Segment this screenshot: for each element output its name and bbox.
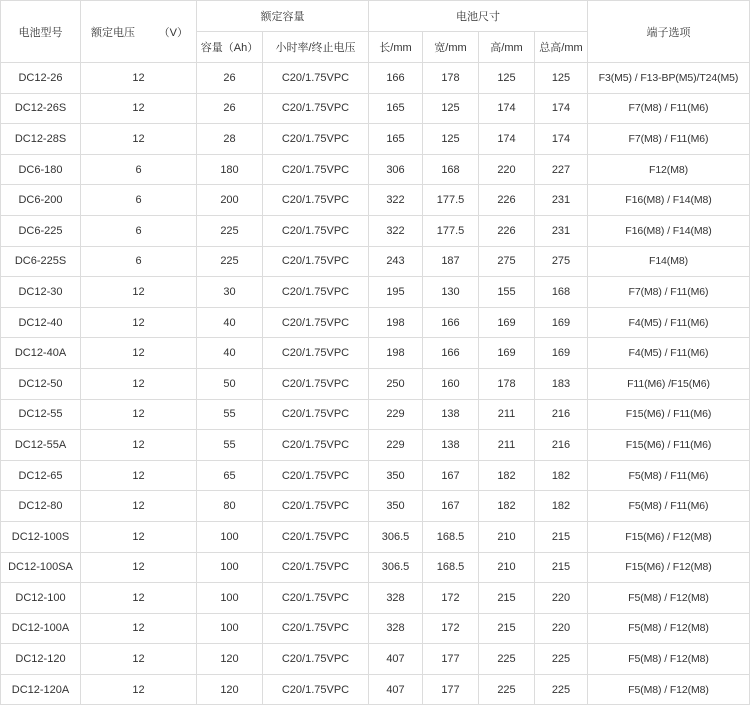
cell-total-height: 216 [535, 399, 588, 430]
cell-voltage: 12 [81, 338, 197, 369]
table-row [1, 430, 750, 461]
cell-length: 306.5 [369, 552, 423, 583]
cell-width: 168.5 [423, 521, 479, 552]
cell-rate: C20/1.75VPC [263, 246, 369, 277]
cell-voltage: 12 [81, 124, 197, 155]
cell-length: 328 [369, 583, 423, 614]
table-row [1, 215, 750, 246]
cell-voltage: 12 [81, 491, 197, 522]
cell-voltage: 12 [81, 521, 197, 552]
header-total-height: 总高/mm [535, 32, 588, 63]
cell-width: 130 [423, 277, 479, 308]
table-row [1, 338, 750, 369]
cell-rate: C20/1.75VPC [263, 277, 369, 308]
cell-model: DC12-55A [1, 430, 81, 461]
cell-capacity: 40 [197, 338, 263, 369]
cell-total-height: 169 [535, 338, 588, 369]
cell-total-height: 225 [535, 674, 588, 705]
cell-length: 198 [369, 338, 423, 369]
cell-height: 226 [479, 185, 535, 216]
cell-model: DC12-100SA [1, 552, 81, 583]
cell-width: 166 [423, 338, 479, 369]
cell-rate: C20/1.75VPC [263, 491, 369, 522]
cell-terminal: F16(M8) / F14(M8) [588, 185, 750, 216]
cell-terminal: F15(M6) / F12(M8) [588, 552, 750, 583]
cell-model: DC12-28S [1, 124, 81, 155]
cell-voltage: 12 [81, 368, 197, 399]
cell-rate: C20/1.75VPC [263, 215, 369, 246]
cell-voltage: 12 [81, 613, 197, 644]
header-capacity-group: 额定容量 [197, 1, 369, 32]
cell-rate: C20/1.75VPC [263, 674, 369, 705]
cell-height: 275 [479, 246, 535, 277]
header-length: 长/mm [369, 32, 423, 63]
cell-length: 243 [369, 246, 423, 277]
cell-height: 174 [479, 124, 535, 155]
cell-length: 306 [369, 154, 423, 185]
header-dimensions-group: 电池尺寸 [369, 1, 588, 32]
cell-capacity: 100 [197, 613, 263, 644]
cell-width: 167 [423, 460, 479, 491]
table-row [1, 368, 750, 399]
cell-rate: C20/1.75VPC [263, 521, 369, 552]
table-row [1, 93, 750, 124]
cell-rate: C20/1.75VPC [263, 644, 369, 675]
cell-capacity: 180 [197, 154, 263, 185]
cell-rate: C20/1.75VPC [263, 583, 369, 614]
header-voltage [81, 1, 197, 63]
cell-capacity: 55 [197, 430, 263, 461]
cell-height: 174 [479, 93, 535, 124]
cell-capacity: 50 [197, 368, 263, 399]
cell-capacity: 40 [197, 307, 263, 338]
cell-capacity: 26 [197, 63, 263, 94]
cell-width: 177.5 [423, 185, 479, 216]
cell-width: 138 [423, 399, 479, 430]
cell-width: 172 [423, 583, 479, 614]
cell-terminal: F5(M8) / F12(M8) [588, 613, 750, 644]
cell-rate: C20/1.75VPC [263, 338, 369, 369]
cell-height: 215 [479, 583, 535, 614]
cell-capacity: 120 [197, 674, 263, 705]
cell-height: 182 [479, 491, 535, 522]
cell-total-height: 182 [535, 491, 588, 522]
header-model: 电池型号 [1, 1, 81, 63]
header-rate: 小时率/终止电压 [263, 32, 369, 63]
cell-capacity: 65 [197, 460, 263, 491]
cell-total-height: 225 [535, 644, 588, 675]
cell-length: 328 [369, 613, 423, 644]
cell-total-height: 275 [535, 246, 588, 277]
cell-voltage: 12 [81, 583, 197, 614]
cell-voltage: 12 [81, 399, 197, 430]
cell-total-height: 125 [535, 63, 588, 94]
cell-capacity: 225 [197, 246, 263, 277]
cell-length: 350 [369, 460, 423, 491]
cell-model: DC12-120A [1, 674, 81, 705]
cell-height: 211 [479, 399, 535, 430]
cell-length: 250 [369, 368, 423, 399]
cell-model: DC6-200 [1, 185, 81, 216]
cell-rate: C20/1.75VPC [263, 93, 369, 124]
cell-capacity: 100 [197, 521, 263, 552]
table-header [1, 1, 750, 63]
cell-total-height: 183 [535, 368, 588, 399]
table-row [1, 674, 750, 705]
cell-height: 225 [479, 644, 535, 675]
cell-width: 177 [423, 674, 479, 705]
cell-total-height: 168 [535, 277, 588, 308]
cell-width: 138 [423, 430, 479, 461]
cell-terminal: F15(M6) / F12(M8) [588, 521, 750, 552]
header-voltage-label: 额定电压 [91, 26, 135, 39]
cell-voltage: 6 [81, 154, 197, 185]
cell-height: 215 [479, 613, 535, 644]
table-row [1, 277, 750, 308]
cell-height: 210 [479, 521, 535, 552]
cell-total-height: 174 [535, 93, 588, 124]
cell-rate: C20/1.75VPC [263, 399, 369, 430]
cell-model: DC12-40 [1, 307, 81, 338]
cell-rate: C20/1.75VPC [263, 552, 369, 583]
cell-model: DC6-225 [1, 215, 81, 246]
cell-voltage: 12 [81, 277, 197, 308]
cell-voltage: 12 [81, 674, 197, 705]
table-row [1, 552, 750, 583]
cell-terminal: F4(M5) / F11(M6) [588, 307, 750, 338]
cell-width: 172 [423, 613, 479, 644]
cell-capacity: 28 [197, 124, 263, 155]
cell-height: 155 [479, 277, 535, 308]
cell-length: 407 [369, 674, 423, 705]
cell-total-height: 227 [535, 154, 588, 185]
cell-height: 225 [479, 674, 535, 705]
cell-voltage: 12 [81, 552, 197, 583]
table-row [1, 246, 750, 277]
cell-length: 195 [369, 277, 423, 308]
cell-total-height: 216 [535, 430, 588, 461]
cell-rate: C20/1.75VPC [263, 185, 369, 216]
cell-capacity: 100 [197, 552, 263, 583]
cell-width: 187 [423, 246, 479, 277]
cell-height: 178 [479, 368, 535, 399]
cell-height: 220 [479, 154, 535, 185]
cell-length: 165 [369, 93, 423, 124]
header-capacity-ah: 容量（Ah） [197, 32, 263, 63]
cell-height: 125 [479, 63, 535, 94]
table-row [1, 491, 750, 522]
cell-voltage: 12 [81, 307, 197, 338]
cell-model: DC12-26S [1, 93, 81, 124]
cell-width: 125 [423, 93, 479, 124]
cell-voltage: 12 [81, 644, 197, 675]
cell-terminal: F7(M8) / F11(M6) [588, 93, 750, 124]
table-row [1, 185, 750, 216]
cell-width: 125 [423, 124, 479, 155]
cell-width: 177 [423, 644, 479, 675]
cell-width: 160 [423, 368, 479, 399]
cell-voltage: 12 [81, 93, 197, 124]
cell-model: DC12-55 [1, 399, 81, 430]
cell-rate: C20/1.75VPC [263, 124, 369, 155]
cell-height: 211 [479, 430, 535, 461]
cell-terminal: F7(M8) / F11(M6) [588, 277, 750, 308]
cell-model: DC12-100A [1, 613, 81, 644]
cell-model: DC12-30 [1, 277, 81, 308]
cell-total-height: 231 [535, 215, 588, 246]
cell-length: 322 [369, 215, 423, 246]
cell-voltage: 6 [81, 246, 197, 277]
cell-capacity: 120 [197, 644, 263, 675]
cell-total-height: 215 [535, 521, 588, 552]
cell-model: DC12-80 [1, 491, 81, 522]
cell-length: 407 [369, 644, 423, 675]
cell-total-height: 182 [535, 460, 588, 491]
table-row [1, 460, 750, 491]
cell-height: 182 [479, 460, 535, 491]
cell-terminal: F5(M8) / F11(M6) [588, 460, 750, 491]
cell-length: 306.5 [369, 521, 423, 552]
cell-total-height: 220 [535, 583, 588, 614]
cell-capacity: 26 [197, 93, 263, 124]
cell-total-height: 174 [535, 124, 588, 155]
cell-terminal: F16(M8) / F14(M8) [588, 215, 750, 246]
cell-voltage: 6 [81, 215, 197, 246]
cell-length: 229 [369, 430, 423, 461]
cell-model: DC6-180 [1, 154, 81, 185]
cell-length: 166 [369, 63, 423, 94]
table-row [1, 307, 750, 338]
cell-total-height: 215 [535, 552, 588, 583]
cell-rate: C20/1.75VPC [263, 368, 369, 399]
cell-terminal: F3(M5) / F13-BP(M5)/T24(M5) [588, 63, 750, 94]
table-row [1, 63, 750, 94]
header-terminal: 端子选项 [588, 1, 750, 63]
cell-model: DC12-26 [1, 63, 81, 94]
cell-terminal: F5(M8) / F12(M8) [588, 644, 750, 675]
cell-voltage: 6 [81, 185, 197, 216]
cell-capacity: 200 [197, 185, 263, 216]
cell-width: 177.5 [423, 215, 479, 246]
cell-height: 210 [479, 552, 535, 583]
cell-length: 322 [369, 185, 423, 216]
table-row [1, 613, 750, 644]
cell-rate: C20/1.75VPC [263, 63, 369, 94]
cell-rate: C20/1.75VPC [263, 460, 369, 491]
cell-model: DC6-225S [1, 246, 81, 277]
cell-model: DC12-50 [1, 368, 81, 399]
cell-terminal: F5(M8) / F12(M8) [588, 583, 750, 614]
cell-terminal: F5(M8) / F12(M8) [588, 674, 750, 705]
cell-capacity: 225 [197, 215, 263, 246]
cell-length: 350 [369, 491, 423, 522]
cell-width: 168 [423, 154, 479, 185]
cell-length: 198 [369, 307, 423, 338]
cell-total-height: 169 [535, 307, 588, 338]
cell-terminal: F11(M6) /F15(M6) [588, 368, 750, 399]
cell-capacity: 100 [197, 583, 263, 614]
cell-total-height: 220 [535, 613, 588, 644]
cell-rate: C20/1.75VPC [263, 307, 369, 338]
cell-rate: C20/1.75VPC [263, 430, 369, 461]
cell-terminal: F15(M6) / F11(M6) [588, 399, 750, 430]
cell-terminal: F15(M6) / F11(M6) [588, 430, 750, 461]
cell-length: 229 [369, 399, 423, 430]
table-row [1, 644, 750, 675]
cell-capacity: 80 [197, 491, 263, 522]
cell-width: 166 [423, 307, 479, 338]
cell-width: 178 [423, 63, 479, 94]
table-row [1, 124, 750, 155]
cell-capacity: 55 [197, 399, 263, 430]
cell-rate: C20/1.75VPC [263, 154, 369, 185]
cell-width: 167 [423, 491, 479, 522]
table-row [1, 154, 750, 185]
cell-model: DC12-40A [1, 338, 81, 369]
cell-model: DC12-100 [1, 583, 81, 614]
cell-terminal: F12(M8) [588, 154, 750, 185]
cell-terminal: F14(M8) [588, 246, 750, 277]
table-row [1, 583, 750, 614]
cell-model: DC12-65 [1, 460, 81, 491]
cell-terminal: F4(M5) / F11(M6) [588, 338, 750, 369]
cell-voltage: 12 [81, 63, 197, 94]
table-body [1, 63, 750, 705]
cell-model: DC12-120 [1, 644, 81, 675]
cell-total-height: 231 [535, 185, 588, 216]
table-row [1, 521, 750, 552]
cell-height: 226 [479, 215, 535, 246]
cell-length: 165 [369, 124, 423, 155]
cell-model: DC12-100S [1, 521, 81, 552]
header-height: 高/mm [479, 32, 535, 63]
cell-voltage: 12 [81, 460, 197, 491]
cell-rate: C20/1.75VPC [263, 613, 369, 644]
cell-terminal: F7(M8) / F11(M6) [588, 124, 750, 155]
cell-height: 169 [479, 307, 535, 338]
header-width: 宽/mm [423, 32, 479, 63]
header-voltage-unit: （V） [158, 26, 188, 39]
cell-height: 169 [479, 338, 535, 369]
cell-width: 168.5 [423, 552, 479, 583]
cell-capacity: 30 [197, 277, 263, 308]
table-row [1, 399, 750, 430]
cell-terminal: F5(M8) / F11(M6) [588, 491, 750, 522]
cell-voltage: 12 [81, 430, 197, 461]
